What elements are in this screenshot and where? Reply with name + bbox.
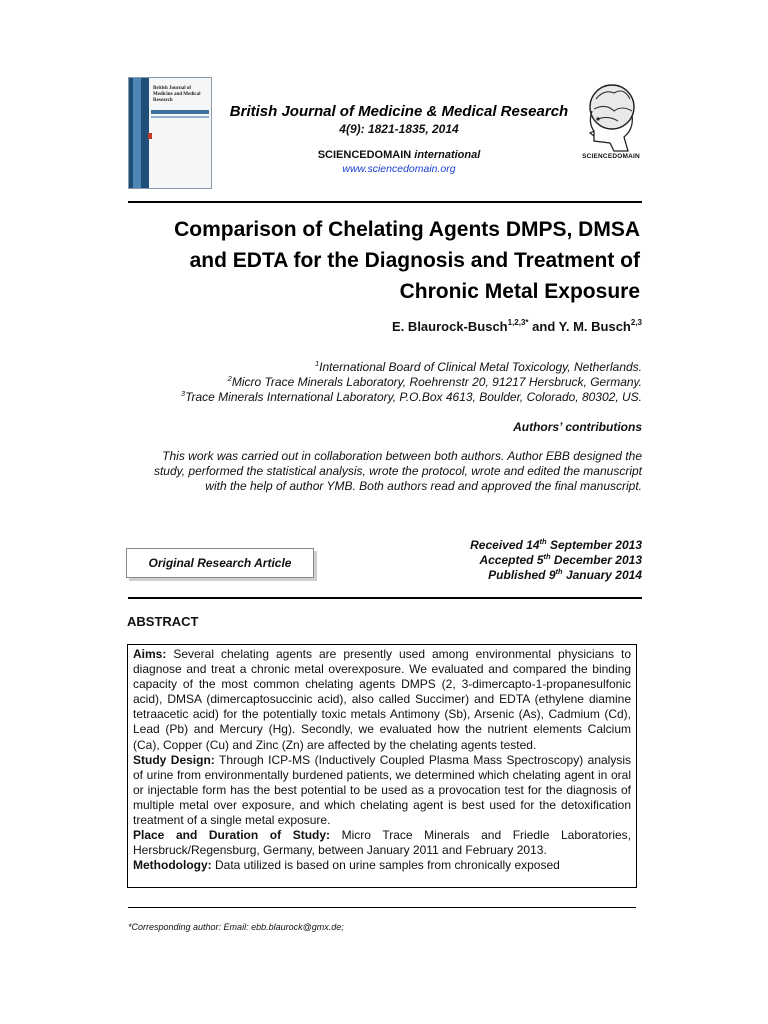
date-text: Published 9 bbox=[488, 568, 556, 582]
date-text: Accepted 5 bbox=[479, 553, 544, 567]
author-affil-marker: 2,3 bbox=[630, 318, 642, 327]
publisher bbox=[210, 149, 588, 161]
date-ordinal: th bbox=[543, 552, 551, 561]
paper-title bbox=[128, 214, 640, 307]
abstract-heading: ABSTRACT bbox=[127, 614, 199, 629]
affiliation-text: International Board of Clinical Metal Toxicology, Netherlands. bbox=[319, 360, 642, 374]
journal-name: British Journal of Medicine & Medical Research bbox=[229, 103, 569, 120]
date-text: December 2013 bbox=[550, 553, 642, 567]
cover-strip bbox=[151, 110, 209, 114]
accepted-date bbox=[400, 553, 642, 567]
affiliation-text: Micro Trace Minerals Laboratory, Roehrenstr 20, 91217 Hersbruck, Germany. bbox=[231, 375, 642, 389]
abstract-section bbox=[133, 858, 631, 873]
contributions-heading: Authors’ contributions bbox=[513, 420, 642, 434]
abstract-section-text: Micro Trace Minerals and Friedle Laboratories, Hersbruck/Regensburg, Germany, between January 2011 and February 2013. bbox=[133, 828, 632, 858]
title-line: Comparison of Chelating Agents DMPS, DMSA bbox=[174, 218, 640, 241]
date-ordinal: th bbox=[555, 567, 563, 576]
cover-band-accent bbox=[133, 78, 141, 188]
date-text: January 2014 bbox=[562, 568, 642, 582]
abstract-section-text: Several chelating agents are presently used among environmental physicians to diagnose and treat a chronic metal overexposure. We evaluated and compared the binding capacity of the most common chelating agents DMPS (2, 3-dimercapto-1-propanesulfonic acid), DMSA (dimercaptosuccinic acid), also called Succimer) and EDTA (ethylene diamine tetraacetic acid) for the potentially toxic metals Antimony (Sb), Arsenic (As), Cadmium (Cd), Lead (Pb) and Mercury (Hg). Secondly, we evaluated how the nutrient elements Calcium (Ca), Copper (Cu) and Zinc (Zn) are affected by the chelating agents tested. bbox=[133, 647, 631, 752]
cover-strip-thin bbox=[151, 116, 209, 118]
contributions-line: study, performed the statistical analysis, wrote the protocol, wrote and edited the manuscript bbox=[153, 464, 642, 478]
abstract-section-label: Place and Duration of Study: bbox=[133, 828, 331, 843]
affiliation bbox=[128, 375, 642, 390]
author-name: E. Blaurock-Busch bbox=[392, 319, 508, 334]
journal-cover-thumbnail bbox=[128, 77, 212, 189]
cover-marker bbox=[148, 133, 152, 139]
abstract-section-text: Through ICP-MS (Inductively Coupled Plasma Mass Spectroscopy) analysis of urine from environmentally burdened patients, we determined which chelating agent in oral or injectable form has the best potential to be used as a provocation test for the diagnosis of multiple metal over exposure, and which chelating agent is best used for the detoxification treatment of a single metal exposure. bbox=[133, 752, 632, 828]
abstract-section-label: Aims: bbox=[133, 647, 167, 661]
affiliation-number: 2 bbox=[227, 374, 232, 383]
author-affil-marker: 1,2,3* bbox=[507, 318, 529, 327]
cover-title: British Journal of Medicine and Medical Research bbox=[153, 86, 201, 103]
received-date bbox=[400, 538, 642, 552]
author-list bbox=[128, 319, 642, 334]
title-line: and EDTA for the Diagnosis and Treatment of bbox=[189, 249, 640, 272]
date-text: September 2013 bbox=[546, 538, 642, 552]
publisher-suffix: international bbox=[414, 149, 481, 161]
date-ordinal: th bbox=[539, 537, 547, 546]
affiliation-number: 1 bbox=[314, 359, 320, 368]
abstract-section bbox=[133, 828, 631, 858]
published-date bbox=[400, 568, 642, 582]
date-text: Received 14 bbox=[470, 538, 540, 552]
affiliation bbox=[128, 390, 642, 405]
publisher-name: SCIENCEDOMAIN bbox=[317, 149, 412, 161]
author-name: and Y. M. Busch bbox=[528, 319, 631, 334]
affiliation bbox=[128, 360, 642, 375]
sciencedomain-logo-head-icon bbox=[584, 81, 638, 153]
title-line: Chronic Metal Exposure bbox=[399, 280, 640, 303]
abstract-section-label: Study Design: bbox=[133, 752, 215, 767]
affiliation-text: Trace Minerals International Laboratory, P.O.Box 4613, Boulder, Colorado, 80302, US. bbox=[185, 390, 642, 404]
abstract-box bbox=[127, 644, 637, 888]
article-type-badge: Original Research Article bbox=[126, 548, 314, 578]
abstract-section-label: Methodology: bbox=[133, 858, 212, 873]
publisher-url[interactable]: www.sciencedomain.org bbox=[342, 163, 456, 175]
logo-label: SCIENCEDOMAIN bbox=[582, 153, 640, 160]
header-divider bbox=[128, 201, 642, 203]
journal-volume: 4(9): 1821-1835, 2014 bbox=[339, 122, 459, 136]
abstract-section bbox=[133, 753, 631, 828]
contributions-text bbox=[128, 449, 642, 494]
corresponding-author-footnote: *Corresponding author: Email: ebb.blaurock@gmx.de; bbox=[128, 922, 344, 932]
section-divider bbox=[128, 597, 642, 599]
contributions-line: with the help of author YMB. Both authors read and approved the final manuscript. bbox=[205, 479, 642, 493]
abstract-section bbox=[133, 647, 631, 753]
footnote-divider bbox=[128, 907, 636, 908]
abstract-section-text: Data utilized is based on urine samples from chronically exposed bbox=[211, 858, 560, 873]
affiliation-number: 3 bbox=[180, 389, 186, 398]
contributions-line: This work was carried out in collaboration between both authors. Author EBB designed the bbox=[162, 449, 642, 463]
